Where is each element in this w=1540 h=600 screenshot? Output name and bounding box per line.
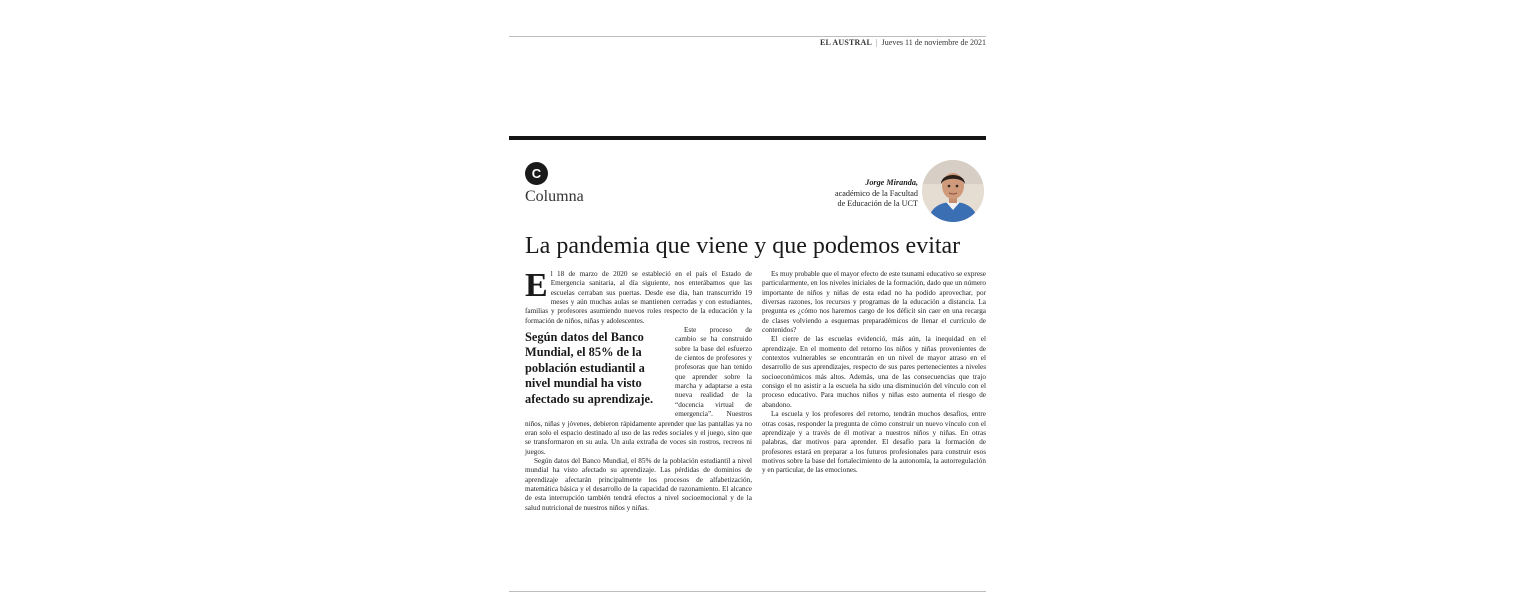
column-badge: C [525,162,548,185]
section-rule [509,136,986,140]
author-role-line1: académico de la Facultad [835,188,918,198]
paragraph-2 [525,326,752,457]
top-rule [509,36,986,37]
drop-cap: E [525,267,548,304]
masthead-separator: | [876,38,878,47]
author-byline [835,178,918,210]
pull-quote: Según datos del Banco Mundial, el 85% de la población estudiantil a nivel mundial ha visto afectado su aprendizaje. [525,330,654,406]
article-column-left [525,267,752,513]
paragraph-2-text: Este proceso de cambio se ha construido sobre la base del esfuerzo de cientos de profesores y profesoras que han tenido que aprender sobre la marcha y adaptarse a esta nueva realidad de la “docencia virtual de emergencia”. Nuestros niños, niñas y jóvenes, debieron rápidamente aprender que las pantallas ya no eran solo el espacio destinado al uso de las redes sociales y el juego, sino que se transformaron en su aula. Un aula extraña de voces sin rostros, recreos ni juegos. [525,326,752,456]
newspaper-page [509,30,986,595]
section-label: Columna [525,188,584,205]
newspaper-name: EL AUSTRAL [820,38,873,47]
masthead [820,38,986,47]
publication-date: Jueves 11 de noviembre de 2021 [881,38,986,47]
author-photo [922,160,984,222]
author-name: Jorge Miranda, [865,178,918,187]
paragraph-4: Es muy probable que el mayor efecto de este tsunami educativo se exprese particularmente, en los niveles iniciales de la formación, dado que un número importante de niños y niñas de esta edad no ha podido aprovechar, por diversas razones, los recursos y programas de la educación a distancia. La pregunta es ¿cómo nos haremos cargo de los déficit sin caer en una recarga de clases volviendo a esquemas preparadémicos de llenar el currículo de contenidos? [762,270,986,335]
author-portrait-icon [922,160,984,222]
bottom-rule [509,591,986,592]
article-headline: La pandemia que viene y que podemos evitar [525,233,961,259]
paragraph-3: Según datos del Banco Mundial, el 85% de la población estudiantil a nivel mundial ha visto afectado su aprendizaje. Las pérdidas de dominios de aprendizaje afectarán principalmente los procesos de alfabetización, matemática básica y el desarrollo de la capacidad de razonamiento. El alcance de esta interrupción también tendrá efectos a nivel socioemocional y de la salud nutricional de nuestros niños y niñas. [525,456,752,512]
paragraph-1-text: l 18 de marzo de 2020 se estableció en el país el Estado de Emergencia sanitaria, al día siguiente, nos enterábamos que las escuelas cerraban sus puertas. Desde ese día, han transcurrido 19 meses y aún muchas aulas se mantienen cerradas y con estudiantes, familias y profesores asumiendo nuevos roles respecto de la educación y la formación de niños, niñas y adolescentes. [525,270,752,325]
paragraph-5: El cierre de las escuelas evidenció, más aún, la inequidad en el aprendizaje. En el momento del retorno los niños y niñas provenientes de contextos vulnerables se encontrarán en un nivel de mayor atraso en el desarrollo de sus aprendizajes, respecto de sus pares pertenecientes a niveles socioeconómicos más altos. Además, una de las consecuencias que trajo consigo el no asistir a la escuela ha sido una disminución del vínculo con el proceso educativo. Para muchos niños y niñas esto aumenta el riesgo de abandono. [762,335,986,409]
author-role-line2: de Educación de la UCT [837,199,918,208]
paragraph-1 [525,267,752,326]
paragraph-6: La escuela y los profesores del retorno, tendrán muchos desafíos, entre otras cosas, responder la pregunta de cómo construir un nuevo vínculo con el aprendizaje y a través de él motivar a nuestros niños y niñas. En otras palabras, dar motivos para aprender. El desafío para la formación de profesores estará en preparar a los futuros profesionales para construir esos motivos sobre la base del fortalecimiento de la autonomía, la autorregulación y en particular, de las emociones. [762,410,986,475]
article-column-right [762,270,986,476]
